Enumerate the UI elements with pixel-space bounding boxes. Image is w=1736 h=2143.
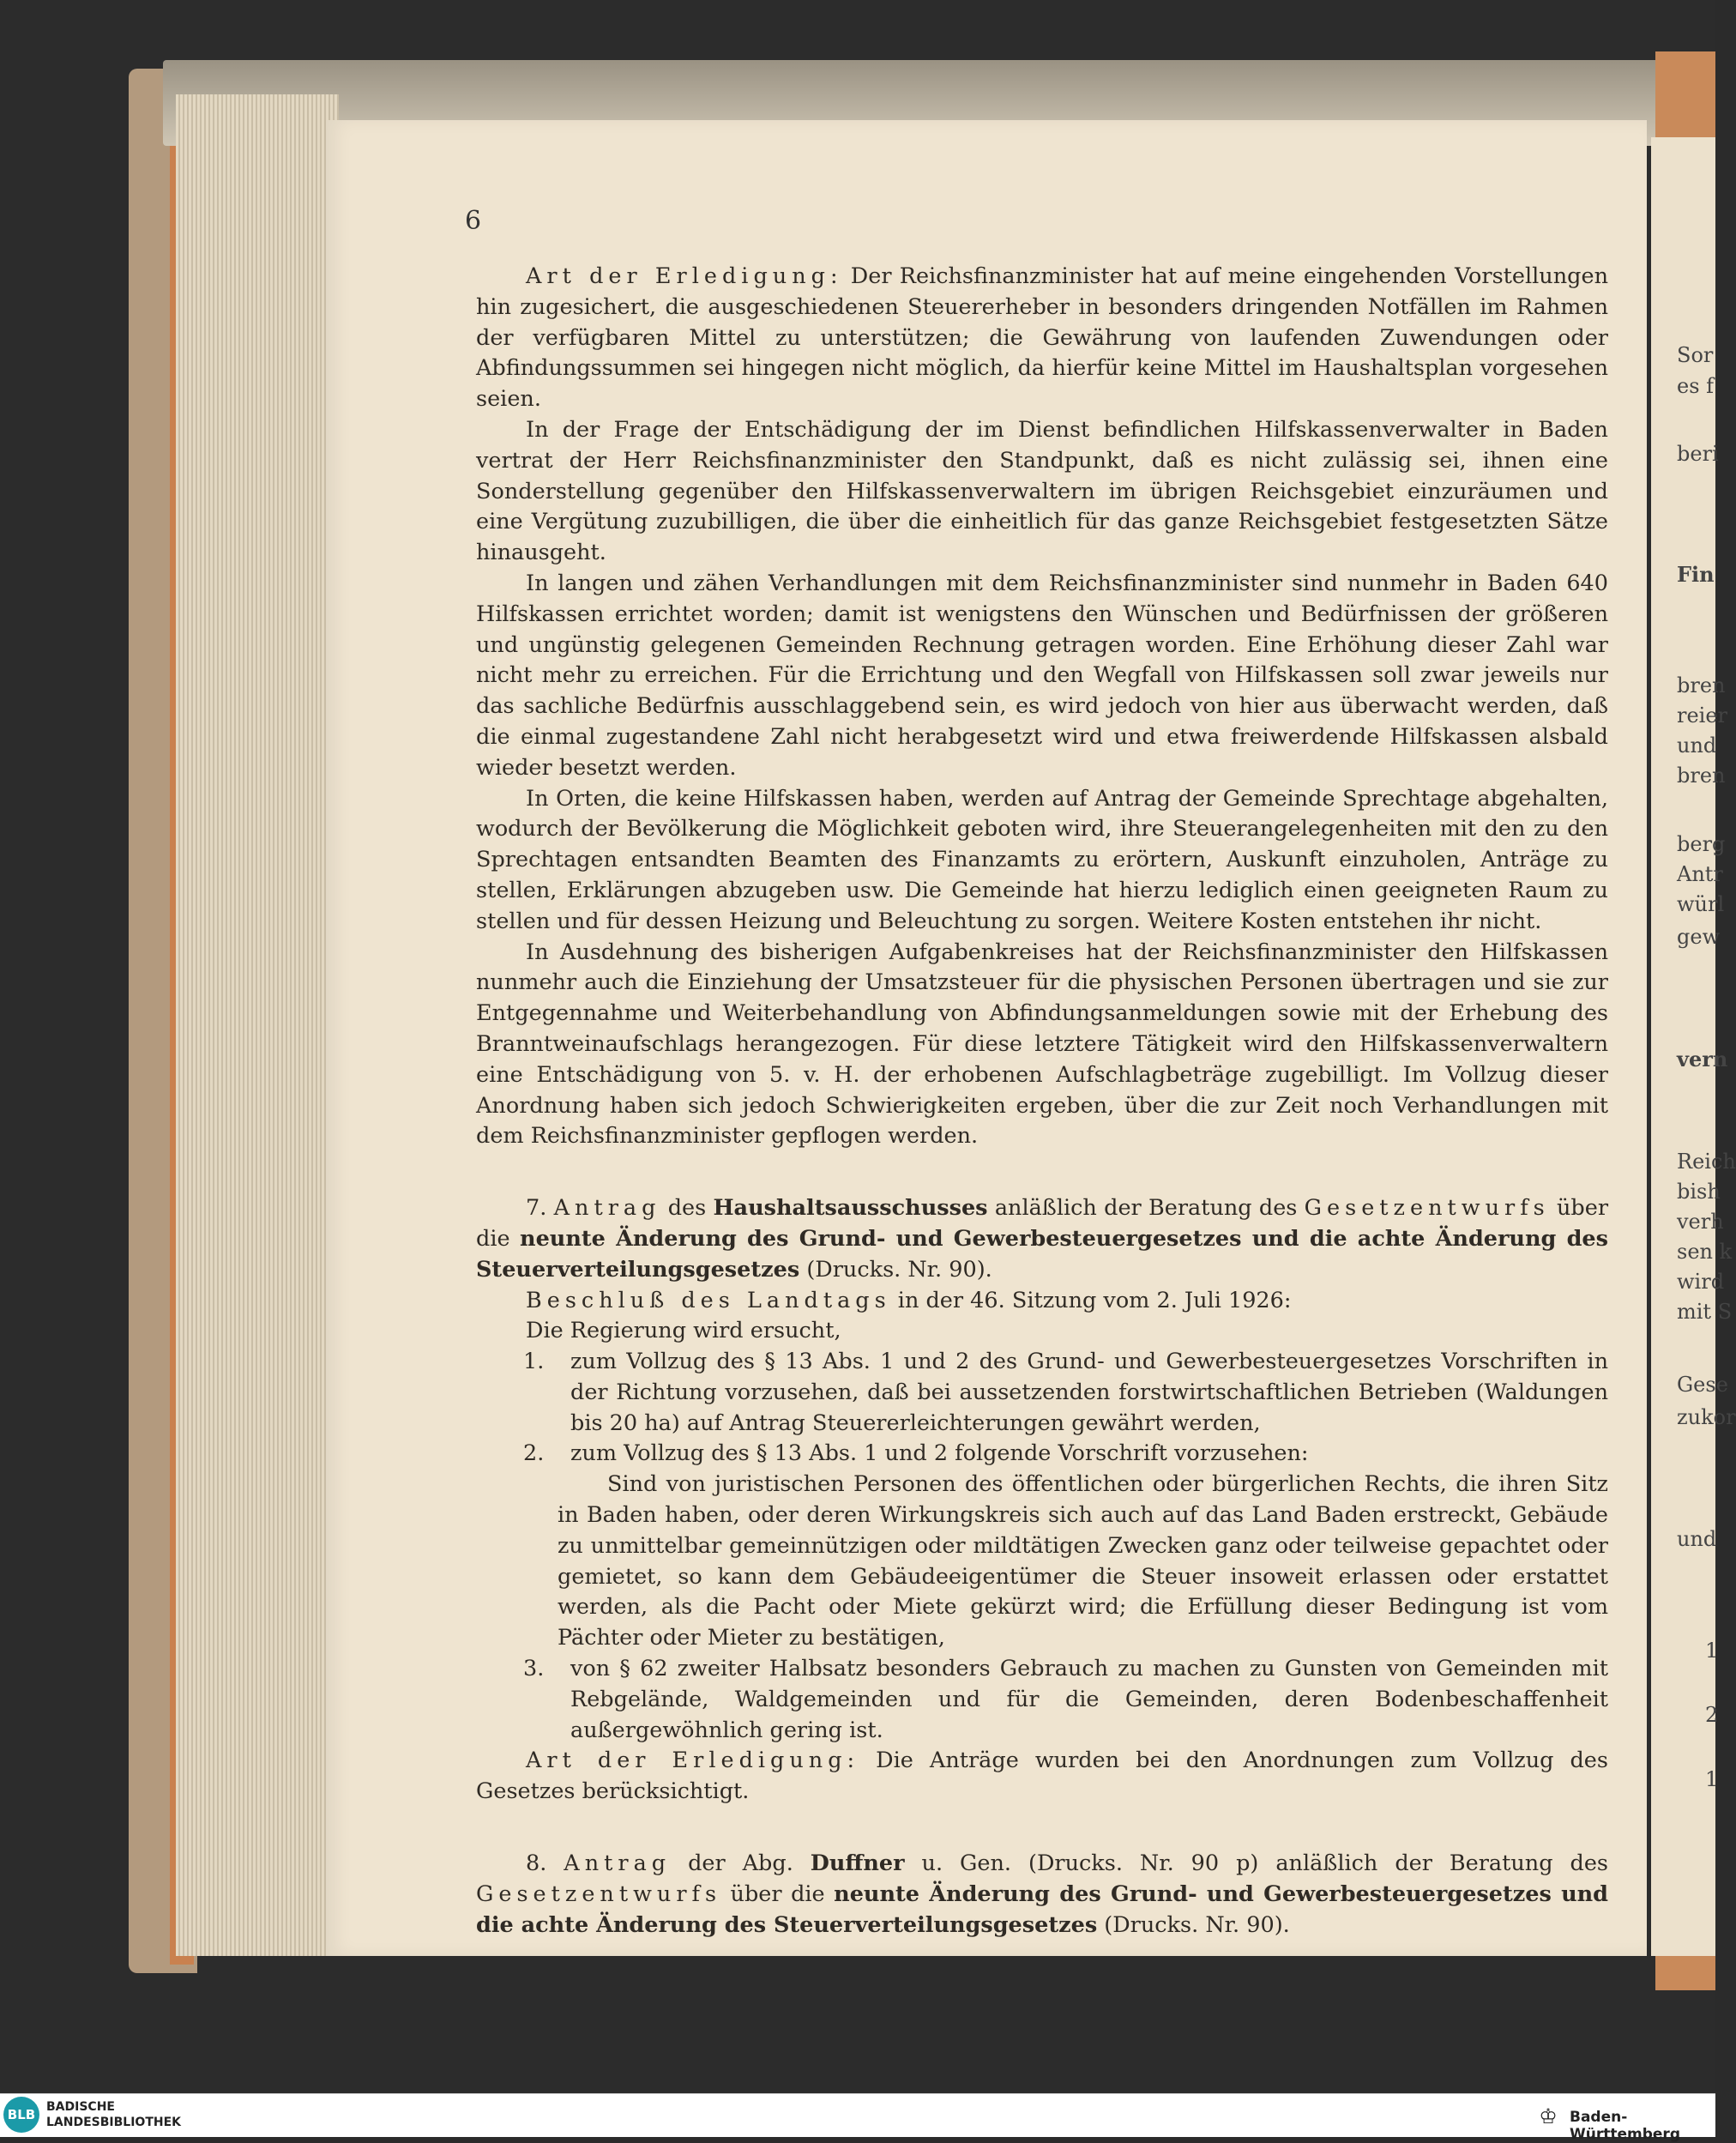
facing-page-fragment: gew: [1677, 925, 1721, 949]
section-gap: [476, 1152, 1608, 1193]
paragraph: In der Frage der Entschädigung der im Dienst befindlichen Hilfskassenverwalter in Baden vertrat der Herr Reichsfinanzminister den Standpunkt, daß es nicht zulässig sei, ihnen eine Sonderstellung gegenüber den Hilfskassenverwaltern im übrigen Reichsgebiet einzuräumen und eine Vergütung zuzubilligen, die über die einheitlich für das ganze Reichsgebiet festgesetzten Sätze hinausgeht.: [476, 416, 1608, 566]
page-block-edges: [176, 94, 339, 1956]
facing-page-fragment: Sor: [1677, 343, 1714, 367]
facing-page-fragment: sen k: [1677, 1240, 1733, 1264]
facing-page-fragment: Fin: [1677, 562, 1715, 587]
facing-page-fragment: verh: [1677, 1210, 1724, 1234]
list-text: zum Vollzug des § 13 Abs. 1 und 2 folgende Vorschrift vorzusehen:: [570, 1440, 1309, 1467]
paragraph: In langen und zähen Verhandlungen mit dem Reichsfinanzminister sind nunmehr in Baden 640 Hilfskassen errichtet worden; damit ist wenigstens den Wünschen und Bedürfnissen der größeren und ungünstig gelegenen Gemeinden Rechnung getragen worden. Eine Erhöhung dieser Zahl war nicht mehr zu erreichen. Für die Errichtung und den Wegfall von Hilfskassen soll zwar jeweils nur das sachliche Bedürfnis ausschlaggebend sein, es wird jedoch von hier aus überwacht werden, daß die einmal zugestandene Zahl nicht herabgesetzt wird und etwa freiwerdende Hilfskassen alsbald wieder besetzt werden.: [476, 570, 1608, 781]
committee-name: Haushaltsausschusses: [713, 1195, 988, 1222]
paragraph-erledigung: [476, 262, 1608, 415]
list-number: 1.: [523, 1349, 545, 1375]
state-name: Baden-Württemberg: [1570, 2109, 1680, 2143]
list-number: 2.: [523, 1440, 545, 1467]
request-line: Die Regierung wird ersucht,: [526, 1318, 841, 1344]
gesetzentwurf-label: Gesetzentwurfs: [1304, 1195, 1550, 1222]
facing-page-fragment: mit S: [1677, 1300, 1733, 1324]
section-7-heading: [476, 1193, 1608, 1285]
beschluss-line: [476, 1286, 1608, 1317]
drucksache-ref: (Drucks. Nr. 90).: [799, 1256, 992, 1283]
facing-page-fragment: reier: [1677, 703, 1728, 727]
facing-page-fragment: zukor: [1677, 1405, 1736, 1429]
beschluss-label: Beschluß des Landtags: [526, 1287, 891, 1313]
text: der Abg.: [671, 1850, 811, 1877]
text: anläßlich der Beratung des: [987, 1195, 1305, 1222]
facing-page-fragment: beri: [1677, 442, 1719, 466]
section-number: 7.: [526, 1195, 554, 1222]
facing-page-fragment: wird: [1677, 1270, 1725, 1294]
facing-page-fragment: bren: [1677, 673, 1726, 697]
page-number: 6: [465, 206, 482, 236]
quoted-regulation: Sind von juristischen Personen des öffentlichen oder bürgerlichen Rechts, die ihren Sitz in Baden haben, oder deren Wirkungskreis sich auch auf das Land Baden erstreckt, Gebäude zu unmittelbar gemeinnützigen oder mildtätigen Zwecken ganz oder teilweise gepachtet oder gemietet, so kann dem Gebäudeeigentümer die Steuer insoweit erlassen oder erstattet werden, als die Pacht oder Miete gekürzt wird; die Erfüllung dieser Bedingung ist vom Pächter oder Mieter zu bestätigen,: [558, 1471, 1608, 1651]
facing-page-fragment: Antr: [1677, 862, 1723, 886]
facing-page-fragment: Gese: [1677, 1373, 1728, 1397]
text: in der 46. Sitzung vom 2. Juli 1926:: [890, 1287, 1292, 1313]
law-title: neunte Änderung des Grund- und Gewerbesteuergesetzes und die achte Änderung des Steuerverteilungsgesetzes: [476, 1880, 1608, 1938]
list-item: [476, 1439, 1608, 1470]
facing-page-fragment: bren: [1677, 764, 1726, 788]
text: des: [660, 1195, 714, 1222]
list-text: von § 62 zweiter Halbsatz besonders Gebrauch zu machen zu Gunsten von Gemeinden mit Rebgelände, Waldgemeinden und für die Gemeinden, deren Bodenbeschaffenheit außergewöhnlich gering ist.: [570, 1656, 1608, 1743]
blb-logo[interactable]: BLB: [3, 2097, 39, 2133]
list-item: [476, 1654, 1608, 1746]
text: über die: [476, 1195, 1609, 1252]
facing-page-fragment: 2: [1705, 1703, 1719, 1727]
member-name: Duffner: [810, 1850, 905, 1877]
facing-page-fragment: es f: [1677, 374, 1715, 398]
paragraph-text: Der Reichsfinanzminister hat auf meine eingehenden Vorstellungen hin zugesichert, die ausgeschiedenen Steuererheber in besonders dringenden Notfällen im Rahmen der verfügbaren Mittel zu unterstützen; die Gewährung von laufenden Zuwendungen oder Abfindungssummen sei hingegen nicht möglich, da hierfür keine Mittel im Haushaltsplan vorgesehen seien.: [476, 263, 1608, 413]
library-name-line: BADISCHE: [46, 2100, 115, 2114]
library-name-line: LANDESBIBLIOTHEK: [46, 2116, 182, 2129]
facing-page-fragment: und: [1677, 1527, 1717, 1551]
paragraph-text: Die Anträge wurden bei den Anordnungen zum Vollzug des Gesetzes berücksichtigt.: [476, 1748, 1608, 1805]
list-number: 3.: [523, 1656, 545, 1682]
facing-page-fragment: Reich: [1677, 1150, 1736, 1174]
antrag-label: Antrag: [564, 1850, 672, 1877]
list-text: zum Vollzug des § 13 Abs. 1 und 2 des Grund- und Gewerbesteuergesetzes Vorschriften in der Richtung vorzusehen, daß bei aussetzenden forstwirtschaftlichen Betrieben (Waldungen bis 20 ha) auf Antrag Steuererleichterungen gewährt werden,: [570, 1349, 1608, 1436]
facing-page-fragment: 1: [1705, 1639, 1719, 1663]
paragraph-lead: Art der Erledigung:: [526, 1748, 860, 1774]
list-item: [476, 1347, 1608, 1439]
library-name: [46, 2099, 181, 2130]
page-content: [476, 262, 1608, 1941]
facing-page-fragment: bish: [1677, 1180, 1721, 1204]
facing-page-fragment: berg: [1677, 832, 1726, 856]
text: u. Gen. (Drucks. Nr. 90 p) anläßlich der Beratung des: [904, 1850, 1608, 1877]
paragraph-erledigung: [476, 1746, 1608, 1808]
antrag-label: Antrag: [553, 1195, 661, 1222]
section-8-heading: [476, 1849, 1608, 1941]
gesetzentwurf-label: Gesetzentwurfs: [476, 1880, 722, 1907]
section-gap: [476, 1808, 1608, 1849]
facing-page-fragment: und: [1677, 733, 1717, 758]
section-number: 8.: [526, 1850, 564, 1877]
facing-page-fragment: 1: [1705, 1767, 1719, 1791]
paragraph: In Orten, die keine Hilfskassen haben, werden auf Antrag der Gemeinde Sprechtage abgehalten, wodurch der Bevölkerung die Möglichkeit geboten wird, ihre Steuerangelegenheiten mit den zu den Sprechtagen entsandten Beamten des Finanzamts zu erörtern, Auskunft einzuholen, Anträge zu stellen, Erklärungen abzugeben usw. Die Gemeinde hat hierzu lediglich einen geeigneten Raum zu stellen und für dessen Heizung und Beleuchtung zu sorgen. Weitere Kosten entstehen ihr nicht.: [476, 785, 1608, 934]
facing-page-fragment: vern: [1677, 1047, 1728, 1072]
paragraph: In Ausdehnung des bisherigen Aufgabenkreises hat der Reichsfinanzminister den Hilfskassen nunmehr auch die Einziehung der Umsatzsteuer für die physischen Personen übertragen und sie zur Entgegennahme und Weiterbehandlung von Abfindungsanmeldungen sowie mit der Erhebung des Branntweinaufschlags herangezogen. Für diese letztere Tätigkeit wird den Hilfskassenverwaltern eine Entschädigung von 5. v. H. der erhobenen Aufschlagbeträge zugebilligt. Im Vollzug dieser Anordnung haben sich jedoch Schwierigkeiten ergeben, über die zur Zeit noch Verhandlungen mit dem Reichsfinanzminister gepflogen werden.: [476, 939, 1608, 1150]
viewer-footer: [0, 2093, 1715, 2137]
text: über die: [721, 1880, 835, 1907]
law-title: neunte Änderung des Grund- und Gewerbesteuergesetzes und die achte Änderung des Steuerverteilungsgesetzes: [476, 1225, 1608, 1283]
baden-wuerttemberg-crest-icon[interactable]: ♔: [1539, 2104, 1558, 2128]
drucksache-ref: (Drucks. Nr. 90).: [1097, 1911, 1290, 1938]
paragraph-lead: Art der Erledigung:: [526, 263, 843, 289]
facing-page-fragment: würl: [1677, 892, 1725, 916]
